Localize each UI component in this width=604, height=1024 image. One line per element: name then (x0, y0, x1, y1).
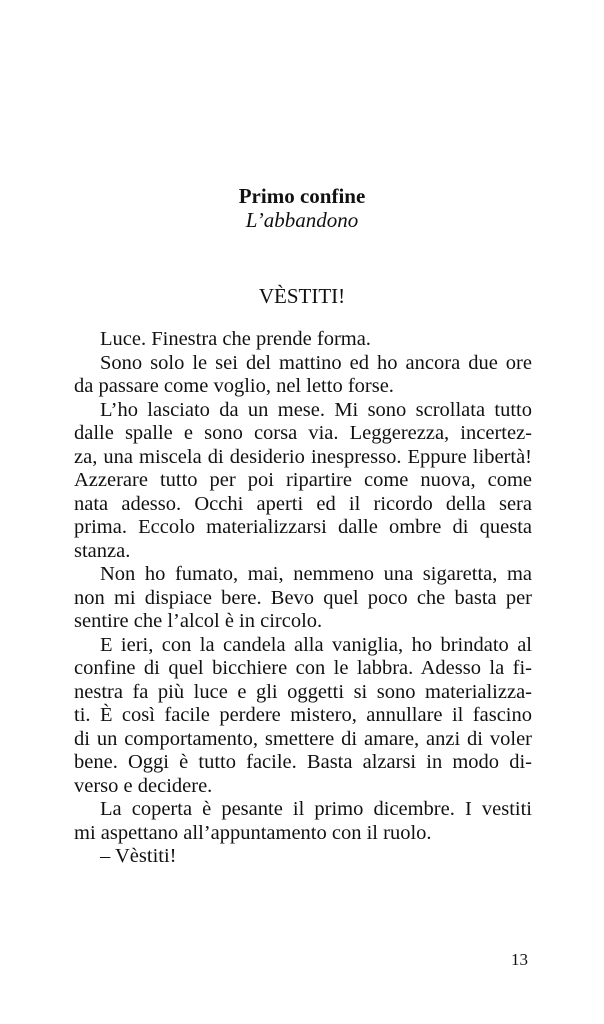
text-line: stanza. (74, 539, 131, 562)
text-line: ti. È così facile perdere mistero, annullare il fascino (74, 704, 532, 726)
text-line: dalle spalle e sono corsa via. Leggerezza, incertez- (74, 422, 532, 444)
text-line: non mi dispiace bere. Bevo quel poco che basta per (74, 586, 532, 609)
text-line: Non ho fumato, mai, nemmeno una sigaretta, ma (100, 563, 532, 585)
text-line: – Vèstiti! (100, 845, 177, 867)
chapter-title: Primo confine (238, 184, 366, 208)
text-line: verso e decidere. (74, 774, 213, 797)
text-line: Luce. Finestra che prende forma. (100, 328, 371, 350)
chapter-subtitle: L’abbandono (245, 208, 359, 232)
text-line: za, una miscela di desiderio inespresso. Eppure libertà! (74, 445, 532, 468)
text-line: prima. Eccolo materializzarsi dalle ombre di questa (74, 516, 532, 538)
section-title: VÈSTITI! (258, 284, 346, 308)
body-text (74, 328, 532, 869)
page-number: 13 (511, 950, 528, 969)
text-line: da passare come voglio, nel letto forse. (74, 375, 394, 397)
text-line: nata adesso. Occhi aperti ed il ricordo della sera (74, 492, 532, 515)
text-line: di un comportamento, smettere di amare, anzi di voler (74, 727, 532, 750)
text-line: nestra fa più luce e gli oggetti si sono materializza- (74, 680, 532, 703)
text-line: E ieri, con la candela alla vaniglia, ho brindato al (100, 633, 532, 656)
text-line: mi aspettano all’appuntamento con il ruolo. (74, 821, 432, 844)
text-line: Sono solo le sei del mattino ed ho ancora due ore (100, 351, 532, 374)
text-line: confine di quel bicchiere con le labbra. Adesso la fi- (74, 657, 532, 679)
text-line: La coperta è pesante il primo dicembre. I vestiti (100, 798, 532, 820)
text-line: Azzerare tutto per poi ripartire come nuova, come (74, 469, 532, 491)
text-line: sentire che l’alcol è in circolo. (74, 610, 323, 632)
text-line: bene. Oggi è tutto facile. Basta alzarsi in modo di- (74, 751, 532, 773)
text-line: L’ho lasciato da un mese. Mi sono scrollata tutto (100, 398, 532, 421)
